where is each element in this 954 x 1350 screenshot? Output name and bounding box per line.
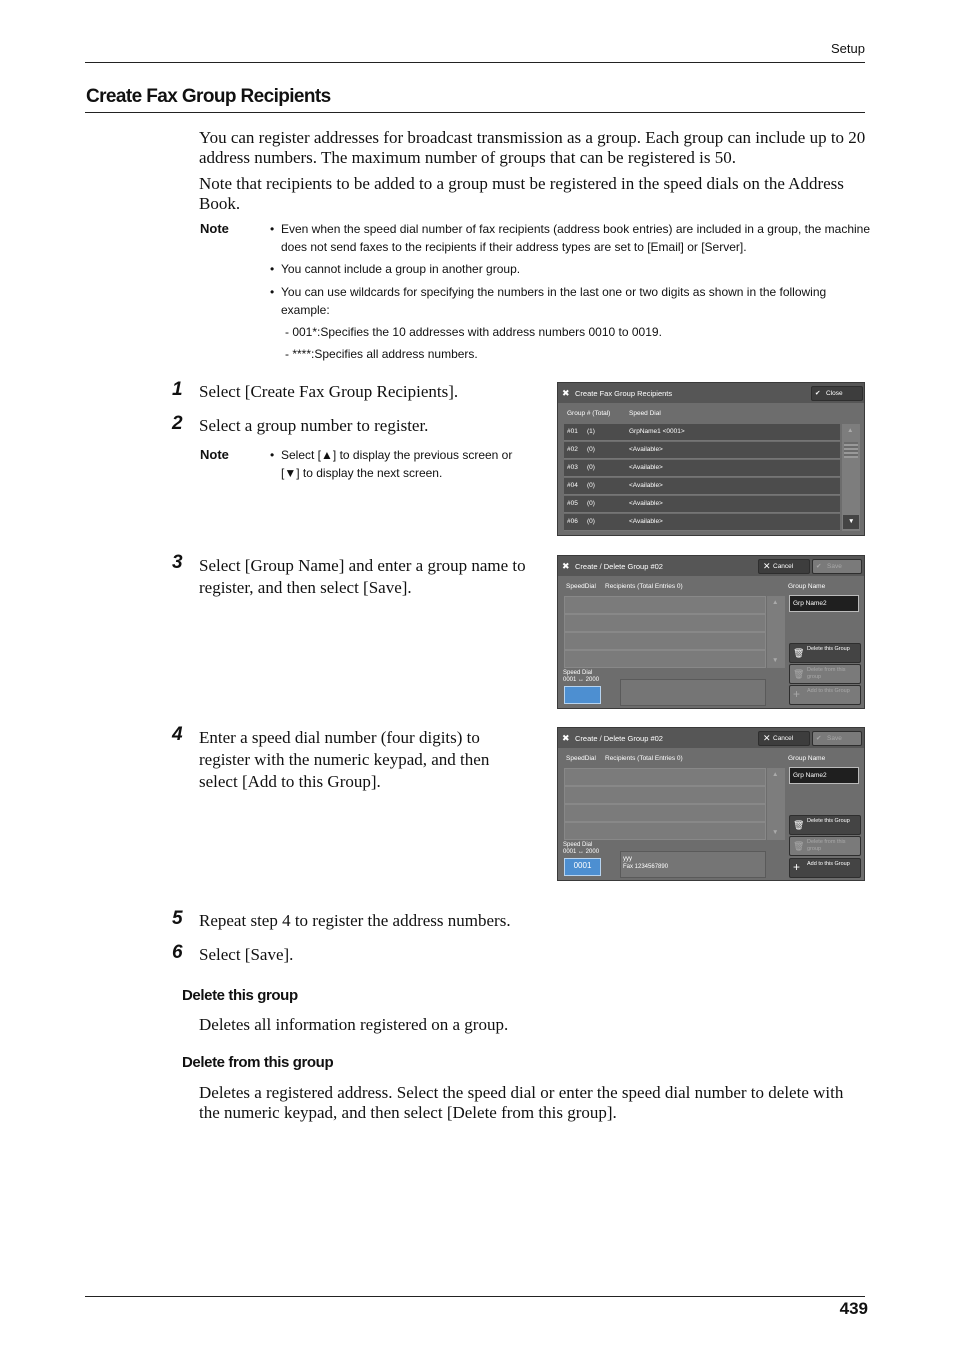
speed-dial-label: Speed Dial: [563, 670, 593, 676]
header-rule: [85, 62, 865, 63]
screen-title: Create / Delete Group #02: [575, 562, 663, 571]
trash-icon: 🗑: [793, 669, 805, 679]
speed-dial-input[interactable]: [564, 686, 601, 704]
cancel-icon: ✕: [763, 733, 771, 743]
note-label: Note: [200, 221, 229, 236]
recipient-row[interactable]: [564, 614, 766, 632]
cancel-button[interactable]: ✕ Cancel: [758, 731, 810, 746]
column-header: Recipients (Total Entries 0): [605, 755, 683, 762]
step-number: 3: [172, 552, 183, 573]
recipient-row[interactable]: [564, 768, 766, 786]
save-button[interactable]: ✔ Save: [812, 559, 862, 574]
subheading: Delete this group: [182, 987, 298, 1004]
down-arrow-icon: ▼: [284, 466, 297, 480]
column-header: SpeedDial: [566, 755, 596, 762]
group-row[interactable]: #04 (0) <Available>: [564, 478, 840, 495]
screenshot-add-speed-dial: [557, 727, 865, 881]
screen-titlebar: [558, 383, 864, 403]
step-text: Enter a speed dial number (four digits) to register with the numeric keypad, and then select [Add to this Group].: [199, 728, 490, 791]
screenshot-create-group: [557, 555, 865, 709]
page-title: Create Fax Group Recipients: [86, 86, 331, 107]
scroll-down-icon[interactable]: ▼: [772, 829, 779, 836]
group-name-field[interactable]: Grp Name2: [789, 595, 859, 612]
group-row[interactable]: #01 (1) GrpName1 <0001>: [564, 424, 840, 441]
entry-name: yyy: [623, 856, 632, 862]
delete-group-button[interactable]: 🗑 Delete this Group: [789, 643, 861, 663]
fax-icon: ✖: [562, 561, 570, 571]
step-number: 4: [172, 724, 183, 745]
recipient-row[interactable]: [564, 804, 766, 822]
scrollbar[interactable]: [842, 424, 860, 531]
scroll-up-icon[interactable]: ▲: [772, 771, 779, 778]
recipient-row[interactable]: [564, 596, 766, 614]
plus-icon: +: [793, 860, 801, 874]
fax-icon: ✖: [562, 733, 570, 743]
scrollbar[interactable]: [767, 596, 785, 668]
step-text: Select a group number to register.: [199, 416, 429, 435]
intro-paragraph-1: You can register addresses for broadcast transmission as a group. Each group can include up to 20 address numbers. The maximum number of groups that can be registered is 50.: [199, 128, 866, 167]
scroll-down-button[interactable]: [843, 515, 859, 529]
speed-dial-label: Speed Dial: [563, 842, 593, 848]
scroll-thumb[interactable]: [844, 442, 858, 458]
plus-icon: +: [793, 687, 801, 701]
group-row[interactable]: #03 (0) <Available>: [564, 460, 840, 477]
check-icon: ✔: [816, 563, 822, 570]
bullet-icon: •: [270, 285, 275, 299]
section-body: Deletes all information registered on a group.: [199, 1015, 509, 1034]
step-number: 6: [172, 942, 183, 963]
delete-from-group-button[interactable]: 🗑 Delete from this group: [789, 836, 861, 856]
group-name-field[interactable]: Grp Name2: [789, 767, 859, 784]
note-bullet-3: You can use wildcards for specifying the numbers in the last one or two digits as shown in the following example:: [281, 285, 827, 317]
delete-from-group-button[interactable]: 🗑 Delete from this group: [789, 664, 861, 684]
note-subitem-2: - ****:Specifies all address numbers.: [285, 347, 478, 361]
fax-icon: ✖: [562, 388, 570, 398]
column-header: Recipients (Total Entries 0): [605, 583, 683, 590]
step-text: Select [Group Name] and enter a group name to register, and then select [Save].: [199, 556, 526, 597]
title-rule: [85, 112, 865, 113]
delete-group-button[interactable]: 🗑 Delete this Group: [789, 815, 861, 835]
bullet-icon: •: [270, 448, 275, 462]
cancel-button[interactable]: ✕ Cancel: [758, 559, 810, 574]
screen-titlebar: [558, 556, 864, 576]
entry-fax: Fax 1234567890: [623, 864, 669, 870]
recipient-row[interactable]: [564, 786, 766, 804]
note-subitem-1: - 001*:Specifies the 10 addresses with address numbers 0010 to 0019.: [285, 325, 662, 339]
trash-icon: 🗑: [793, 648, 805, 658]
note-label: Note: [200, 447, 229, 462]
intro-paragraph-2: Note that recipients to be added to a group must be registered in the speed dials on the Address Book.: [199, 174, 844, 213]
screen-title: Create Fax Group Recipients: [575, 389, 673, 398]
screen-title: Create / Delete Group #02: [575, 734, 663, 743]
note-nav-text: Select [▲] to display the previous screen or [▼] to display the next screen.: [281, 448, 513, 480]
section-body: Deletes a registered address. Select the speed dial or enter the speed dial number to delete with the numeric keypad, and then select [Delete from this group].: [199, 1083, 844, 1122]
footer-rule: [85, 1296, 865, 1297]
add-to-group-button[interactable]: + Add to this Group: [789, 685, 861, 705]
step-number: 2: [172, 413, 183, 434]
add-to-group-button[interactable]: + Add to this Group: [789, 858, 861, 878]
step-number: 5: [172, 908, 183, 929]
column-header: Speed Dial: [629, 410, 661, 417]
check-icon: ✔: [815, 390, 821, 397]
group-row[interactable]: #06 (0) <Available>: [564, 514, 840, 531]
step-text: Repeat step 4 to register the address numbers.: [199, 911, 511, 930]
scroll-down-icon: ▼: [848, 518, 855, 525]
recipient-row[interactable]: [564, 650, 766, 668]
step-text: Select [Create Fax Group Recipients].: [199, 382, 459, 401]
up-arrow-icon: ▲: [321, 448, 333, 462]
scroll-down-icon[interactable]: ▼: [772, 657, 779, 664]
scrollbar[interactable]: [767, 768, 785, 840]
save-button[interactable]: ✔ Save: [812, 731, 862, 746]
speed-dial-range: 0001 ↔ 2000: [563, 849, 600, 855]
group-name-label: Group Name: [788, 755, 826, 762]
recipient-row[interactable]: [564, 822, 766, 840]
subheading: Delete from this group: [182, 1054, 334, 1071]
bullet-icon: •: [270, 222, 275, 236]
running-header: Setup: [831, 41, 865, 56]
bullet-icon: •: [270, 262, 275, 276]
step-text: Select [Save].: [199, 945, 294, 964]
check-icon: ✔: [816, 735, 822, 742]
group-row[interactable]: #02 (0) <Available>: [564, 442, 840, 459]
group-row[interactable]: #05 (0) <Available>: [564, 496, 840, 513]
trash-icon: 🗑: [793, 820, 805, 830]
step-number: 1: [172, 379, 183, 400]
scroll-up-icon[interactable]: ▲: [772, 599, 779, 606]
speed-dial-input[interactable]: 0001: [564, 858, 601, 876]
recipient-row[interactable]: [564, 632, 766, 650]
column-header: SpeedDial: [566, 583, 596, 590]
column-header: Group # (Total): [567, 410, 611, 417]
cancel-icon: ✕: [763, 561, 771, 571]
note-bullet-1: Even when the speed dial number of fax recipients (address book entries) are included in a group, the machine does not send faxes to the recipients if their address types are set to [Email] or [Server].: [281, 222, 871, 254]
recipient-info-panel: [620, 851, 766, 878]
group-name-label: Group Name: [788, 583, 826, 590]
recipient-info-panel: [620, 679, 766, 706]
note-bullet-2: You cannot include a group in another group.: [281, 262, 521, 276]
scroll-up-icon[interactable]: ▲: [847, 427, 854, 434]
close-button[interactable]: ✔ Close: [811, 386, 863, 401]
screen-titlebar: [558, 728, 864, 748]
screenshot-group-list: [557, 382, 865, 536]
trash-icon: 🗑: [793, 841, 805, 851]
page-number: 439: [839, 1299, 868, 1318]
speed-dial-range: 0001 ↔ 2000: [563, 677, 600, 683]
